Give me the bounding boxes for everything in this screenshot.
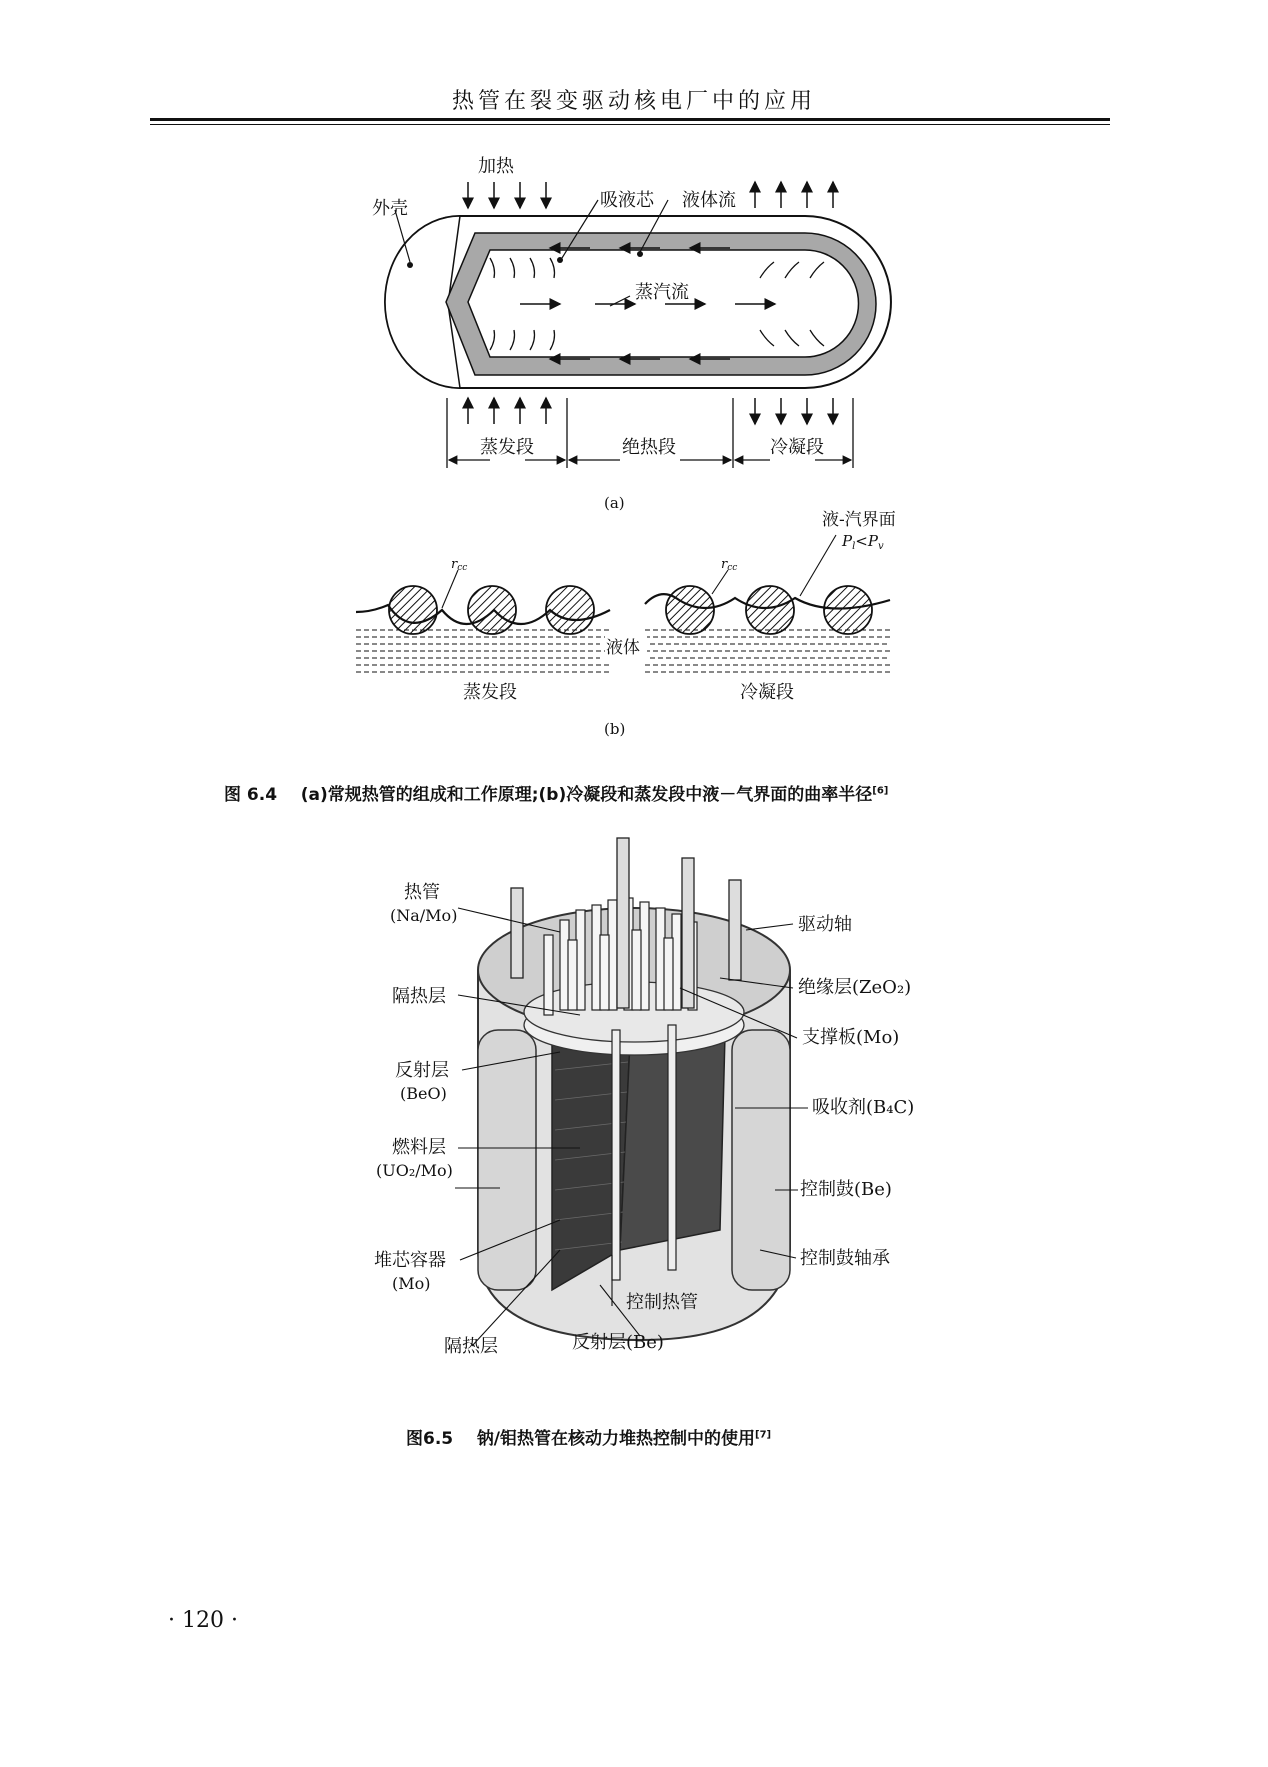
label-heating: 加热: [478, 156, 514, 177]
label-evaporator: 蒸发段: [480, 437, 534, 458]
label-interface: 液-汽界面: [822, 510, 896, 530]
figure-6-5-reactor-diagram: [0, 830, 1268, 1390]
label-insulation-bottom: 隔热层: [444, 1336, 498, 1357]
label-condenser: 冷凝段: [770, 437, 824, 458]
subfigure-a-label: (a): [604, 494, 625, 512]
caption-number: 图 6.4: [224, 785, 278, 805]
running-header: 热管在裂变驱动核电厂中的应用: [451, 89, 816, 114]
label-insulation: 隔热层: [392, 986, 446, 1007]
label-reflector-be: 反射层(Be): [572, 1332, 664, 1353]
label-drive-shaft: 驱动轴: [798, 914, 852, 935]
caption-ref: [6]: [872, 785, 889, 797]
label-pressure: $P_l<P_v$: [842, 532, 884, 552]
label-absorber: 吸收剂(B₄C): [812, 1097, 915, 1118]
caption-text: (a)常规热管的组成和工作原理;(b)冷凝段和蒸发段中液－气界面的曲率半径: [300, 785, 873, 805]
label-r-cc-right: rcc: [721, 557, 738, 573]
label-r-cc-left: rcc: [451, 557, 468, 573]
label-heat-pipe: 热管: [404, 882, 440, 903]
figure-6-4b-diagram: [0, 500, 1268, 760]
caption-text: 钠/钼热管在核动力堆热控制中的使用: [476, 1429, 756, 1449]
subfigure-b-label: (b): [604, 720, 626, 738]
page-number: · 120 ·: [168, 1608, 238, 1633]
label-reflector: 反射层: [395, 1060, 449, 1081]
label-adiabatic: 绝热段: [622, 437, 676, 458]
label-fuel: 燃料层: [392, 1137, 446, 1158]
label-insulation-layer: 绝缘层(ZeO₂): [798, 977, 912, 998]
label-support-plate: 支撑板(Mo): [802, 1027, 900, 1048]
label-control-drum-bearing: 控制鼓轴承: [800, 1248, 890, 1269]
label-liquid-flow: 液体流: [682, 190, 736, 211]
figure-6-5-caption: [406, 1424, 771, 1449]
figure-6-4-caption: [224, 780, 888, 805]
caption-number: 图6.5: [406, 1429, 454, 1449]
label-reflector-material: (BeO): [400, 1084, 447, 1103]
label-fuel-material: (UO₂/Mo): [376, 1161, 453, 1180]
label-evaporator-b: 蒸发段: [463, 682, 517, 703]
label-condenser-b: 冷凝段: [740, 682, 794, 703]
label-core-vessel-material: (Mo): [392, 1274, 431, 1293]
label-control-heat-pipe: 控制热管: [626, 1292, 698, 1313]
label-wick: 吸液芯: [600, 190, 654, 211]
label-heat-pipe-material: (Na/Mo): [390, 906, 458, 925]
label-core-vessel: 堆芯容器: [374, 1250, 446, 1271]
caption-ref: [7]: [755, 1429, 772, 1441]
label-liquid: 液体: [606, 638, 640, 658]
label-control-drum: 控制鼓(Be): [800, 1179, 892, 1200]
label-vapor-flow: 蒸汽流: [635, 282, 689, 303]
label-shell: 外壳: [372, 198, 408, 219]
